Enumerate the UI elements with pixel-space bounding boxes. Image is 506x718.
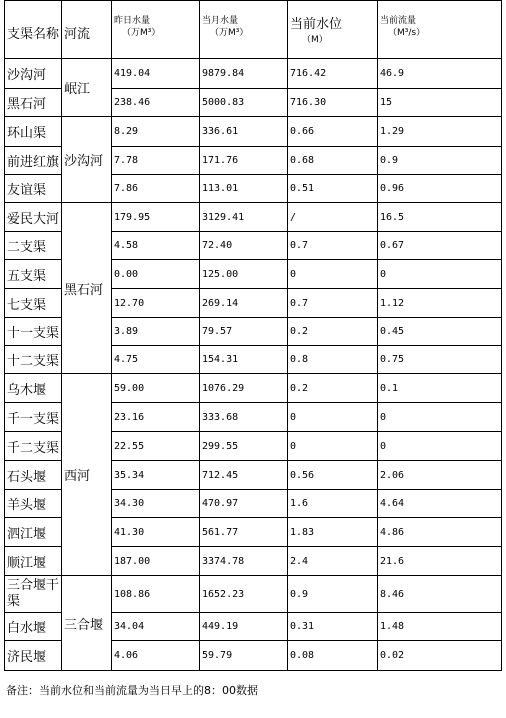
yesterday-volume: 35.34 xyxy=(112,461,200,490)
header-yesterday-unit: （万M³） xyxy=(122,28,161,38)
yesterday-volume: 108.86 xyxy=(112,576,200,613)
header-yesterday xyxy=(112,1,200,59)
month-volume: 9879.84 xyxy=(200,59,288,89)
current-flow: 0.1 xyxy=(378,374,502,403)
river-name: 沙沟河 xyxy=(62,117,112,203)
current-level: 0 xyxy=(288,260,378,289)
yesterday-volume: 41.30 xyxy=(112,518,200,547)
current-level: 0.9 xyxy=(288,576,378,613)
branch-name: 前进红旗 xyxy=(5,147,62,175)
current-level: 1.83 xyxy=(288,518,378,547)
header-level-label: 当前水位 xyxy=(290,17,343,32)
month-volume: 470.97 xyxy=(200,490,288,518)
month-volume: 336.61 xyxy=(200,117,288,147)
current-level: 0.2 xyxy=(288,318,378,346)
table-row xyxy=(5,203,502,232)
yesterday-volume: 4.75 xyxy=(112,346,200,374)
month-volume: 113.01 xyxy=(200,175,288,203)
month-volume: 125.00 xyxy=(200,260,288,289)
month-volume: 1652.23 xyxy=(200,576,288,613)
current-level: 1.6 xyxy=(288,490,378,518)
current-level: 0.56 xyxy=(288,461,378,490)
yesterday-volume: 179.95 xyxy=(112,203,200,232)
table-row xyxy=(5,117,502,147)
yesterday-volume: 34.30 xyxy=(112,490,200,518)
river-name: 西河 xyxy=(62,374,112,576)
month-volume: 1076.29 xyxy=(200,374,288,403)
month-volume: 3129.41 xyxy=(200,203,288,232)
yesterday-volume: 23.16 xyxy=(112,403,200,432)
current-level: 0.08 xyxy=(288,641,378,671)
yesterday-volume: 7.78 xyxy=(112,147,200,175)
branch-name: 沙沟河 xyxy=(5,59,62,89)
month-volume: 72.40 xyxy=(200,232,288,260)
current-level: 0.51 xyxy=(288,175,378,203)
current-flow: 0.67 xyxy=(378,232,502,260)
branch-name: 泗江堰 xyxy=(5,518,62,547)
current-flow: 15 xyxy=(378,89,502,117)
current-flow: 16.5 xyxy=(378,203,502,232)
current-flow: 0.96 xyxy=(378,175,502,203)
table-row xyxy=(5,59,502,89)
header-month-unit: （万M³） xyxy=(210,28,249,38)
current-flow: 0 xyxy=(378,432,502,461)
current-flow: 4.64 xyxy=(378,490,502,518)
branch-name: 白水堰 xyxy=(5,613,62,641)
branch-name: 环山渠 xyxy=(5,117,62,147)
month-volume: 79.57 xyxy=(200,318,288,346)
branch-name: 黑石河 xyxy=(5,89,62,117)
current-level: 0.7 xyxy=(288,232,378,260)
current-flow: 2.06 xyxy=(378,461,502,490)
current-level: / xyxy=(288,203,378,232)
current-level: 0 xyxy=(288,403,378,432)
current-flow: 0 xyxy=(378,403,502,432)
month-volume: 269.14 xyxy=(200,289,288,318)
header-level-unit: （M） xyxy=(302,35,328,45)
yesterday-volume: 59.00 xyxy=(112,374,200,403)
yesterday-volume: 8.29 xyxy=(112,117,200,147)
branch-name: 羊头堰 xyxy=(5,490,62,518)
river-name: 黑石河 xyxy=(62,203,112,374)
current-flow: 0.02 xyxy=(378,641,502,671)
yesterday-volume: 22.55 xyxy=(112,432,200,461)
current-flow: 1.48 xyxy=(378,613,502,641)
header-level xyxy=(288,1,378,59)
branch-name: 十二支渠 xyxy=(5,346,62,374)
river-name: 岷江 xyxy=(62,59,112,117)
current-level: 0.2 xyxy=(288,374,378,403)
month-volume: 5000.83 xyxy=(200,89,288,117)
yesterday-volume: 3.89 xyxy=(112,318,200,346)
header-month-label: 当月水量 xyxy=(202,16,239,26)
footnote: 备注：当前水位和当前流量为当日早上的8：00数据 xyxy=(6,684,258,697)
header-month xyxy=(200,1,288,59)
header-flow xyxy=(378,1,502,59)
branch-name: 友谊渠 xyxy=(5,175,62,203)
current-flow: 0.9 xyxy=(378,147,502,175)
current-level: 0.8 xyxy=(288,346,378,374)
current-flow: 21.6 xyxy=(378,547,502,576)
current-level: 716.30 xyxy=(288,89,378,117)
branch-name: 二支渠 xyxy=(5,232,62,260)
branch-name: 千一支渠 xyxy=(5,403,62,432)
water-data-table xyxy=(4,0,502,671)
river-name: 三合堰 xyxy=(62,576,112,671)
yesterday-volume: 238.46 xyxy=(112,89,200,117)
branch-name: 十一支渠 xyxy=(5,318,62,346)
header-branch: 支渠名称 xyxy=(5,1,62,59)
branch-name: 五支渠 xyxy=(5,260,62,289)
branch-name: 济民堰 xyxy=(5,641,62,671)
branch-name: 石头堰 xyxy=(5,461,62,490)
current-level: 0.31 xyxy=(288,613,378,641)
current-flow: 0 xyxy=(378,260,502,289)
branch-name: 三合堰干渠 xyxy=(5,576,62,613)
table-row xyxy=(5,576,502,613)
month-volume: 299.55 xyxy=(200,432,288,461)
branch-name: 爱民大河 xyxy=(5,203,62,232)
current-flow: 0.45 xyxy=(378,318,502,346)
current-flow: 4.86 xyxy=(378,518,502,547)
table-body xyxy=(5,59,502,671)
branch-name: 千二支渠 xyxy=(5,432,62,461)
yesterday-volume: 0.00 xyxy=(112,260,200,289)
table-header-row xyxy=(5,1,502,59)
yesterday-volume: 34.04 xyxy=(112,613,200,641)
current-level: 0 xyxy=(288,432,378,461)
header-flow-unit: （M³/s） xyxy=(388,28,426,38)
current-level: 716.42 xyxy=(288,59,378,89)
current-flow: 1.12 xyxy=(378,289,502,318)
current-level: 2.4 xyxy=(288,547,378,576)
header-yesterday-label: 昨日水量 xyxy=(114,16,151,26)
month-volume: 449.19 xyxy=(200,613,288,641)
yesterday-volume: 187.00 xyxy=(112,547,200,576)
current-flow: 46.9 xyxy=(378,59,502,89)
current-level: 0.66 xyxy=(288,117,378,147)
month-volume: 333.68 xyxy=(200,403,288,432)
yesterday-volume: 12.70 xyxy=(112,289,200,318)
yesterday-volume: 4.58 xyxy=(112,232,200,260)
current-level: 0.7 xyxy=(288,289,378,318)
month-volume: 59.79 xyxy=(200,641,288,671)
month-volume: 3374.78 xyxy=(200,547,288,576)
current-level: 0.68 xyxy=(288,147,378,175)
month-volume: 154.31 xyxy=(200,346,288,374)
current-flow: 0.75 xyxy=(378,346,502,374)
current-flow: 8.46 xyxy=(378,576,502,613)
month-volume: 171.76 xyxy=(200,147,288,175)
branch-name: 乌木堰 xyxy=(5,374,62,403)
month-volume: 561.77 xyxy=(200,518,288,547)
table-row xyxy=(5,374,502,403)
branch-name: 顺江堰 xyxy=(5,547,62,576)
current-flow: 1.29 xyxy=(378,117,502,147)
yesterday-volume: 7.86 xyxy=(112,175,200,203)
header-river: 河流 xyxy=(62,1,112,59)
header-flow-label: 当前流量 xyxy=(380,16,417,26)
month-volume: 712.45 xyxy=(200,461,288,490)
yesterday-volume: 4.06 xyxy=(112,641,200,671)
branch-name: 七支渠 xyxy=(5,289,62,318)
yesterday-volume: 419.04 xyxy=(112,59,200,89)
